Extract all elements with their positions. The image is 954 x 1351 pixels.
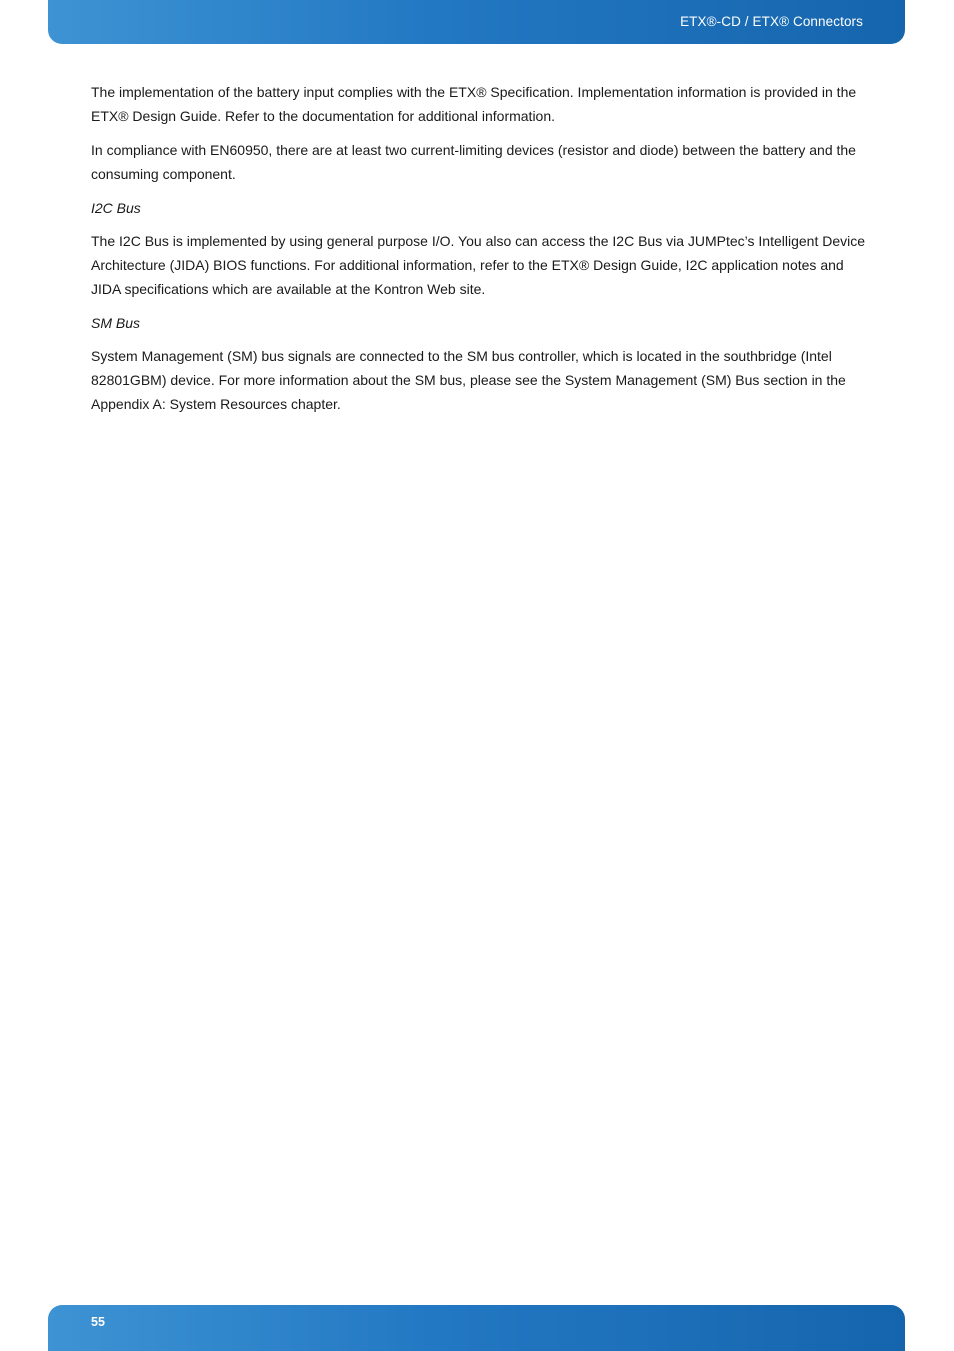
page-number: 55: [91, 1315, 105, 1329]
sm-bus-paragraph: System Management (SM) bus signals are connected to the SM bus controller, which is located in the southbridge (Intel 82801GBM) device. For more information about the SM bus, please see the System Management (SM) Bus section in the Appendix A: System Resources chapter.: [91, 348, 846, 412]
compliance-paragraph: In compliance with EN60950, there are at least two current-limiting devices (resistor and diode) between the battery and the consuming component.: [91, 142, 856, 182]
i2c-bus-heading: I2C Bus: [91, 200, 141, 216]
footer-bar: [48, 1305, 905, 1351]
header-bar: [48, 0, 905, 44]
i2c-bus-paragraph: The I2C Bus is implemented by using general purpose I/O. You also can access the I2C Bus via JUMPtec’s Intelligent Device Architecture (JIDA) BIOS functions. For additional information, refer to the ETX® Design Guide, I2C application notes and JIDA specifications which are available at the Kontron Web site.: [91, 233, 866, 297]
document-body: [91, 80, 866, 426]
header-title: ETX®-CD / ETX® Connectors: [680, 14, 863, 29]
sm-bus-heading: SM Bus: [91, 315, 141, 331]
battery-paragraph: The implementation of the battery input complies with the ETX® Specification. Implementation information is provided in the ETX® Design Guide. Refer to the documentation for additional information.: [91, 84, 857, 124]
